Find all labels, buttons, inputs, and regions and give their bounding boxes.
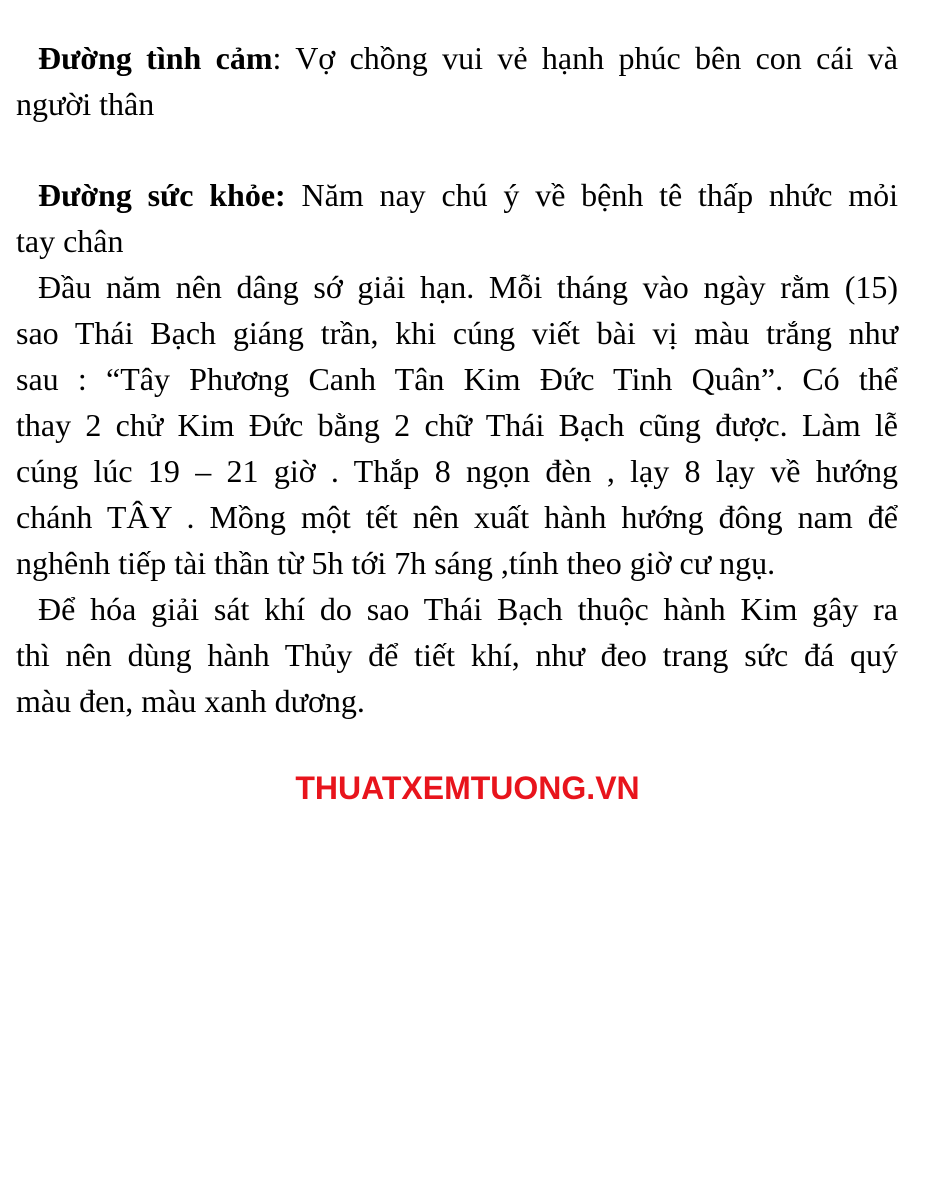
love-text: : Vợ chồng vui vẻ hạnh phúc bên con cái và [272,40,898,76]
remedy-line: màu đen, màu xanh dương. [16,683,365,719]
remedy-paragraph [16,586,898,724]
remedy-line: thì nên dùng hành Thủy để tiết khí, như đeo trang sức đá quý [16,637,898,673]
health-section [16,172,898,264]
love-label: Đường tình cảm [38,40,273,76]
site-watermark: THUATXEMTUONG.VN [295,770,640,806]
ritual-line: nghênh tiếp tài thần từ 5h tới 7h sáng ,tính theo giờ cư ngụ. [16,545,776,581]
ritual-line: cúng lúc 19 – 21 giờ . Thắp 8 ngọn đèn , lạy 8 lạy về hướng [16,453,898,489]
health-line-1 [16,172,898,218]
ritual-paragraph [16,264,898,586]
ritual-line: Đầu năm nên dâng sớ giải hạn. Mỗi tháng vào ngày rằm (15) [38,269,898,305]
ritual-line: sau : “Tây Phương Canh Tân Kim Đức Tinh Quân”. Có thể [16,361,898,397]
health-line-2: tay chân [16,223,124,259]
ritual-line: thay 2 chử Kim Đức bằng 2 chữ Thái Bạch cũng được. Làm lễ [16,407,898,443]
love-line-2: người thân [16,86,155,122]
love-section [16,35,898,127]
remedy-line: Để hóa giải sát khí do sao Thái Bạch thuộc hành Kim gây ra [38,591,898,627]
health-label: Đường sức khỏe: [38,177,286,213]
love-line-1 [16,35,898,81]
ritual-line: sao Thái Bạch giáng trần, khi cúng viết bài vị màu trắng như [16,315,898,351]
health-text: Năm nay chú ý về bệnh tê thấp nhức mỏi [285,177,899,213]
ritual-line: chánh TÂY . Mồng một tết nên xuất hành hướng đông nam để [16,499,898,535]
